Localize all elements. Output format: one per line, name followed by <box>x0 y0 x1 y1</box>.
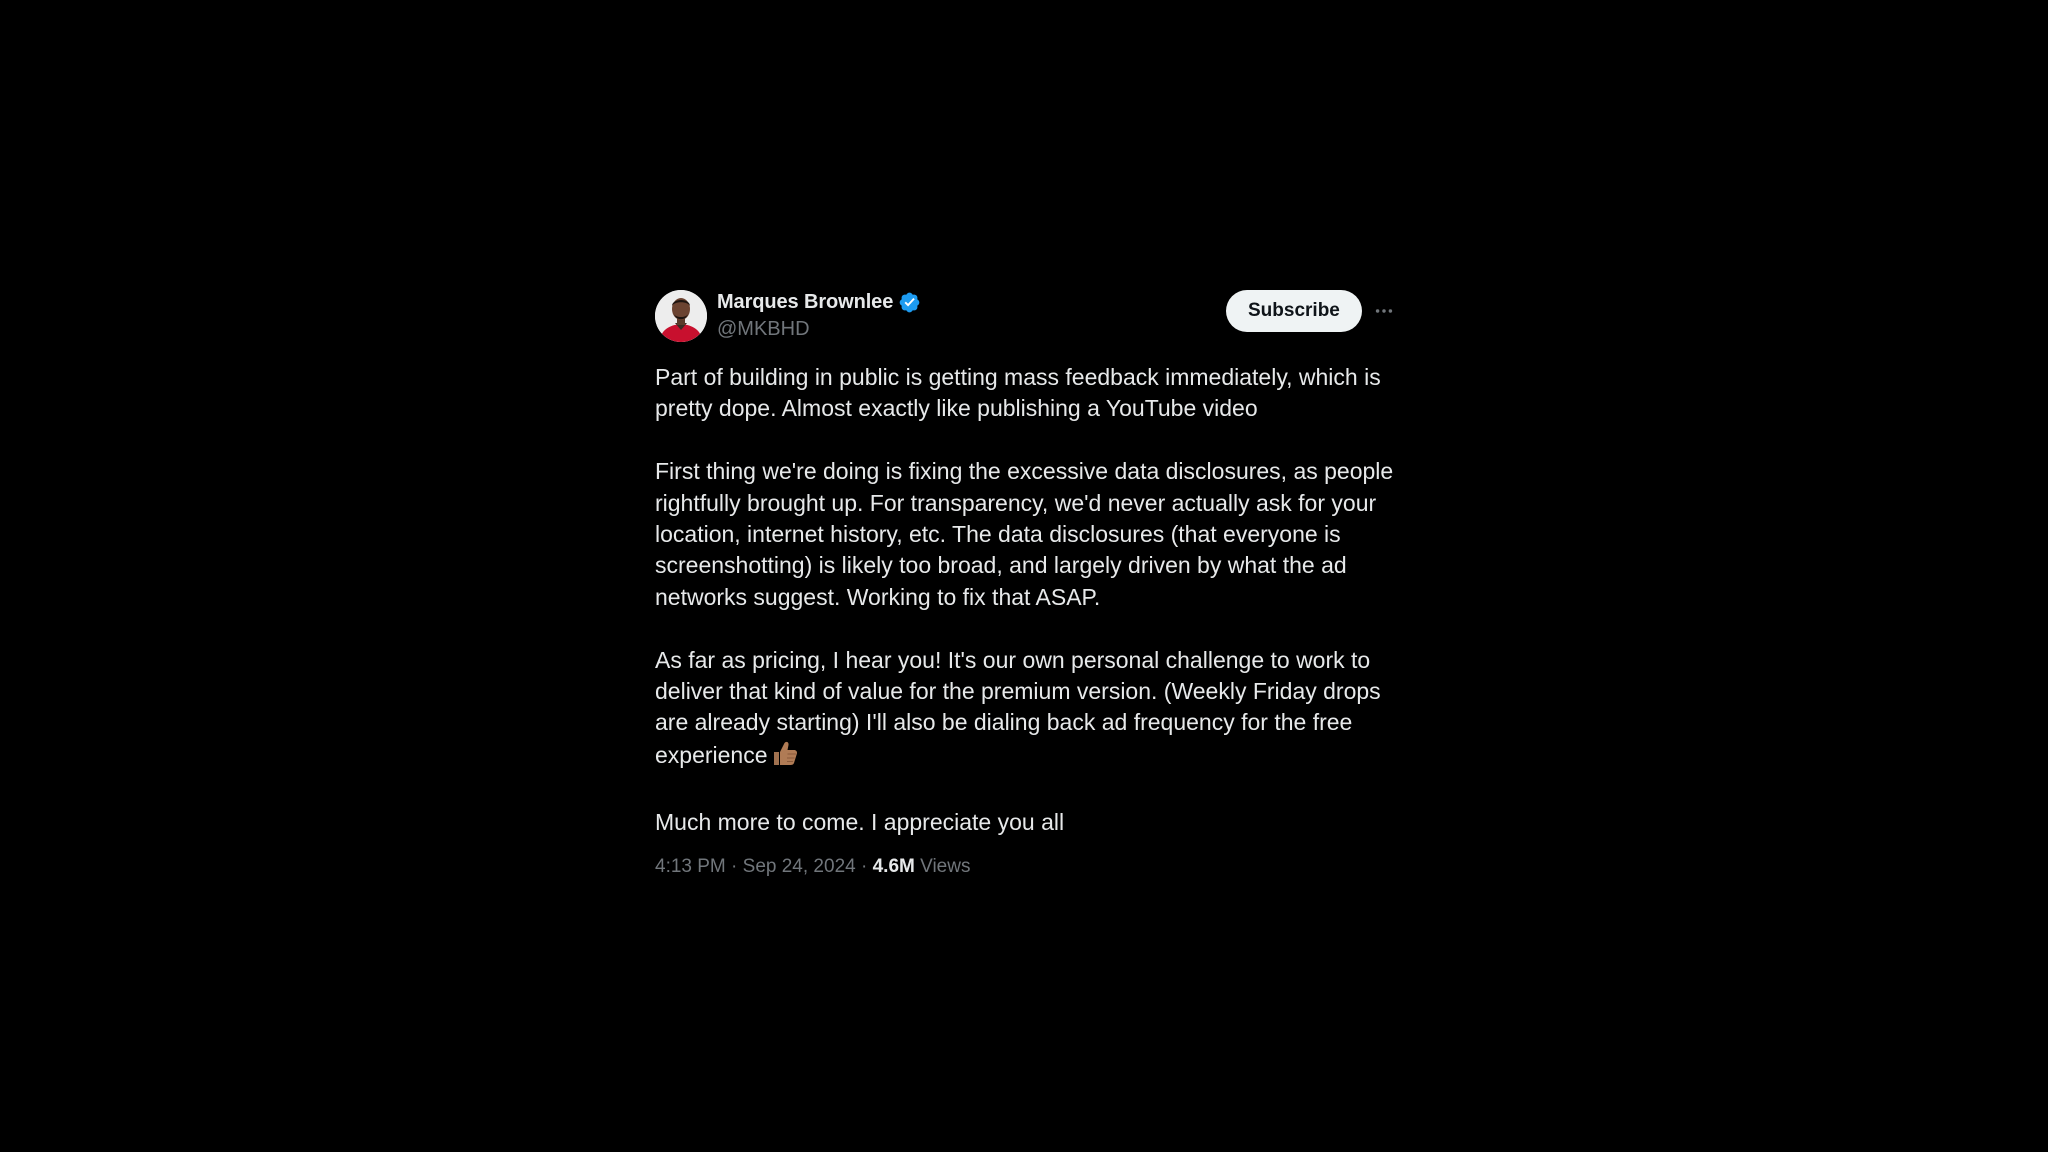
views-count[interactable]: 4.6M <box>872 856 915 878</box>
tweet-paragraph-with-emoji <box>655 645 1397 776</box>
author-display-name[interactable]: Marques Brownlee <box>717 290 894 313</box>
verified-badge-icon[interactable] <box>898 291 921 314</box>
author-handle[interactable]: @MKBHD <box>717 318 810 340</box>
subscribe-button[interactable]: Subscribe <box>1226 290 1362 332</box>
name-row <box>717 288 921 316</box>
author-info <box>717 288 921 342</box>
tweet-paragraph: Part of building in public is getting mass feedback immediately, which is pretty dope. Almost exactly like publishing a YouTube video <box>655 364 1381 422</box>
tweet-paragraph: First thing we're doing is fixing the excessive data disclosures, as people rightfully brought up. For transparency, we'd never actually ask for your location, internet history, etc. The data disclosures (that everyone is screenshotting) is likely too broad, and largely driven by what the ad networks suggest. Working to fix that ASAP. <box>655 458 1394 610</box>
meta-separator: · <box>860 856 868 878</box>
views-label: Views <box>920 856 971 878</box>
tweet-paragraph-text: As far as pricing, I hear you! It's our own personal challenge to work to deliver that kind of value for the premium version. (Weekly Friday drops are already starting) I'll also be dialing back ad frequency for the free experience <box>655 646 1381 768</box>
tweet-time[interactable]: 4:13 PM <box>655 856 726 878</box>
tweet-text <box>655 362 1397 838</box>
avatar[interactable] <box>655 290 707 342</box>
tweet-card <box>655 288 1397 880</box>
tweet-paragraph: Much more to come. I appreciate you all <box>655 808 1065 835</box>
thumbs-up-icon <box>772 739 798 775</box>
more-horizontal-icon[interactable] <box>1369 296 1399 326</box>
meta-separator: · <box>731 856 738 878</box>
tweet-header <box>655 288 1397 344</box>
tweet-meta <box>655 854 1397 880</box>
tweet-date[interactable]: Sep 24, 2024 <box>742 856 856 878</box>
